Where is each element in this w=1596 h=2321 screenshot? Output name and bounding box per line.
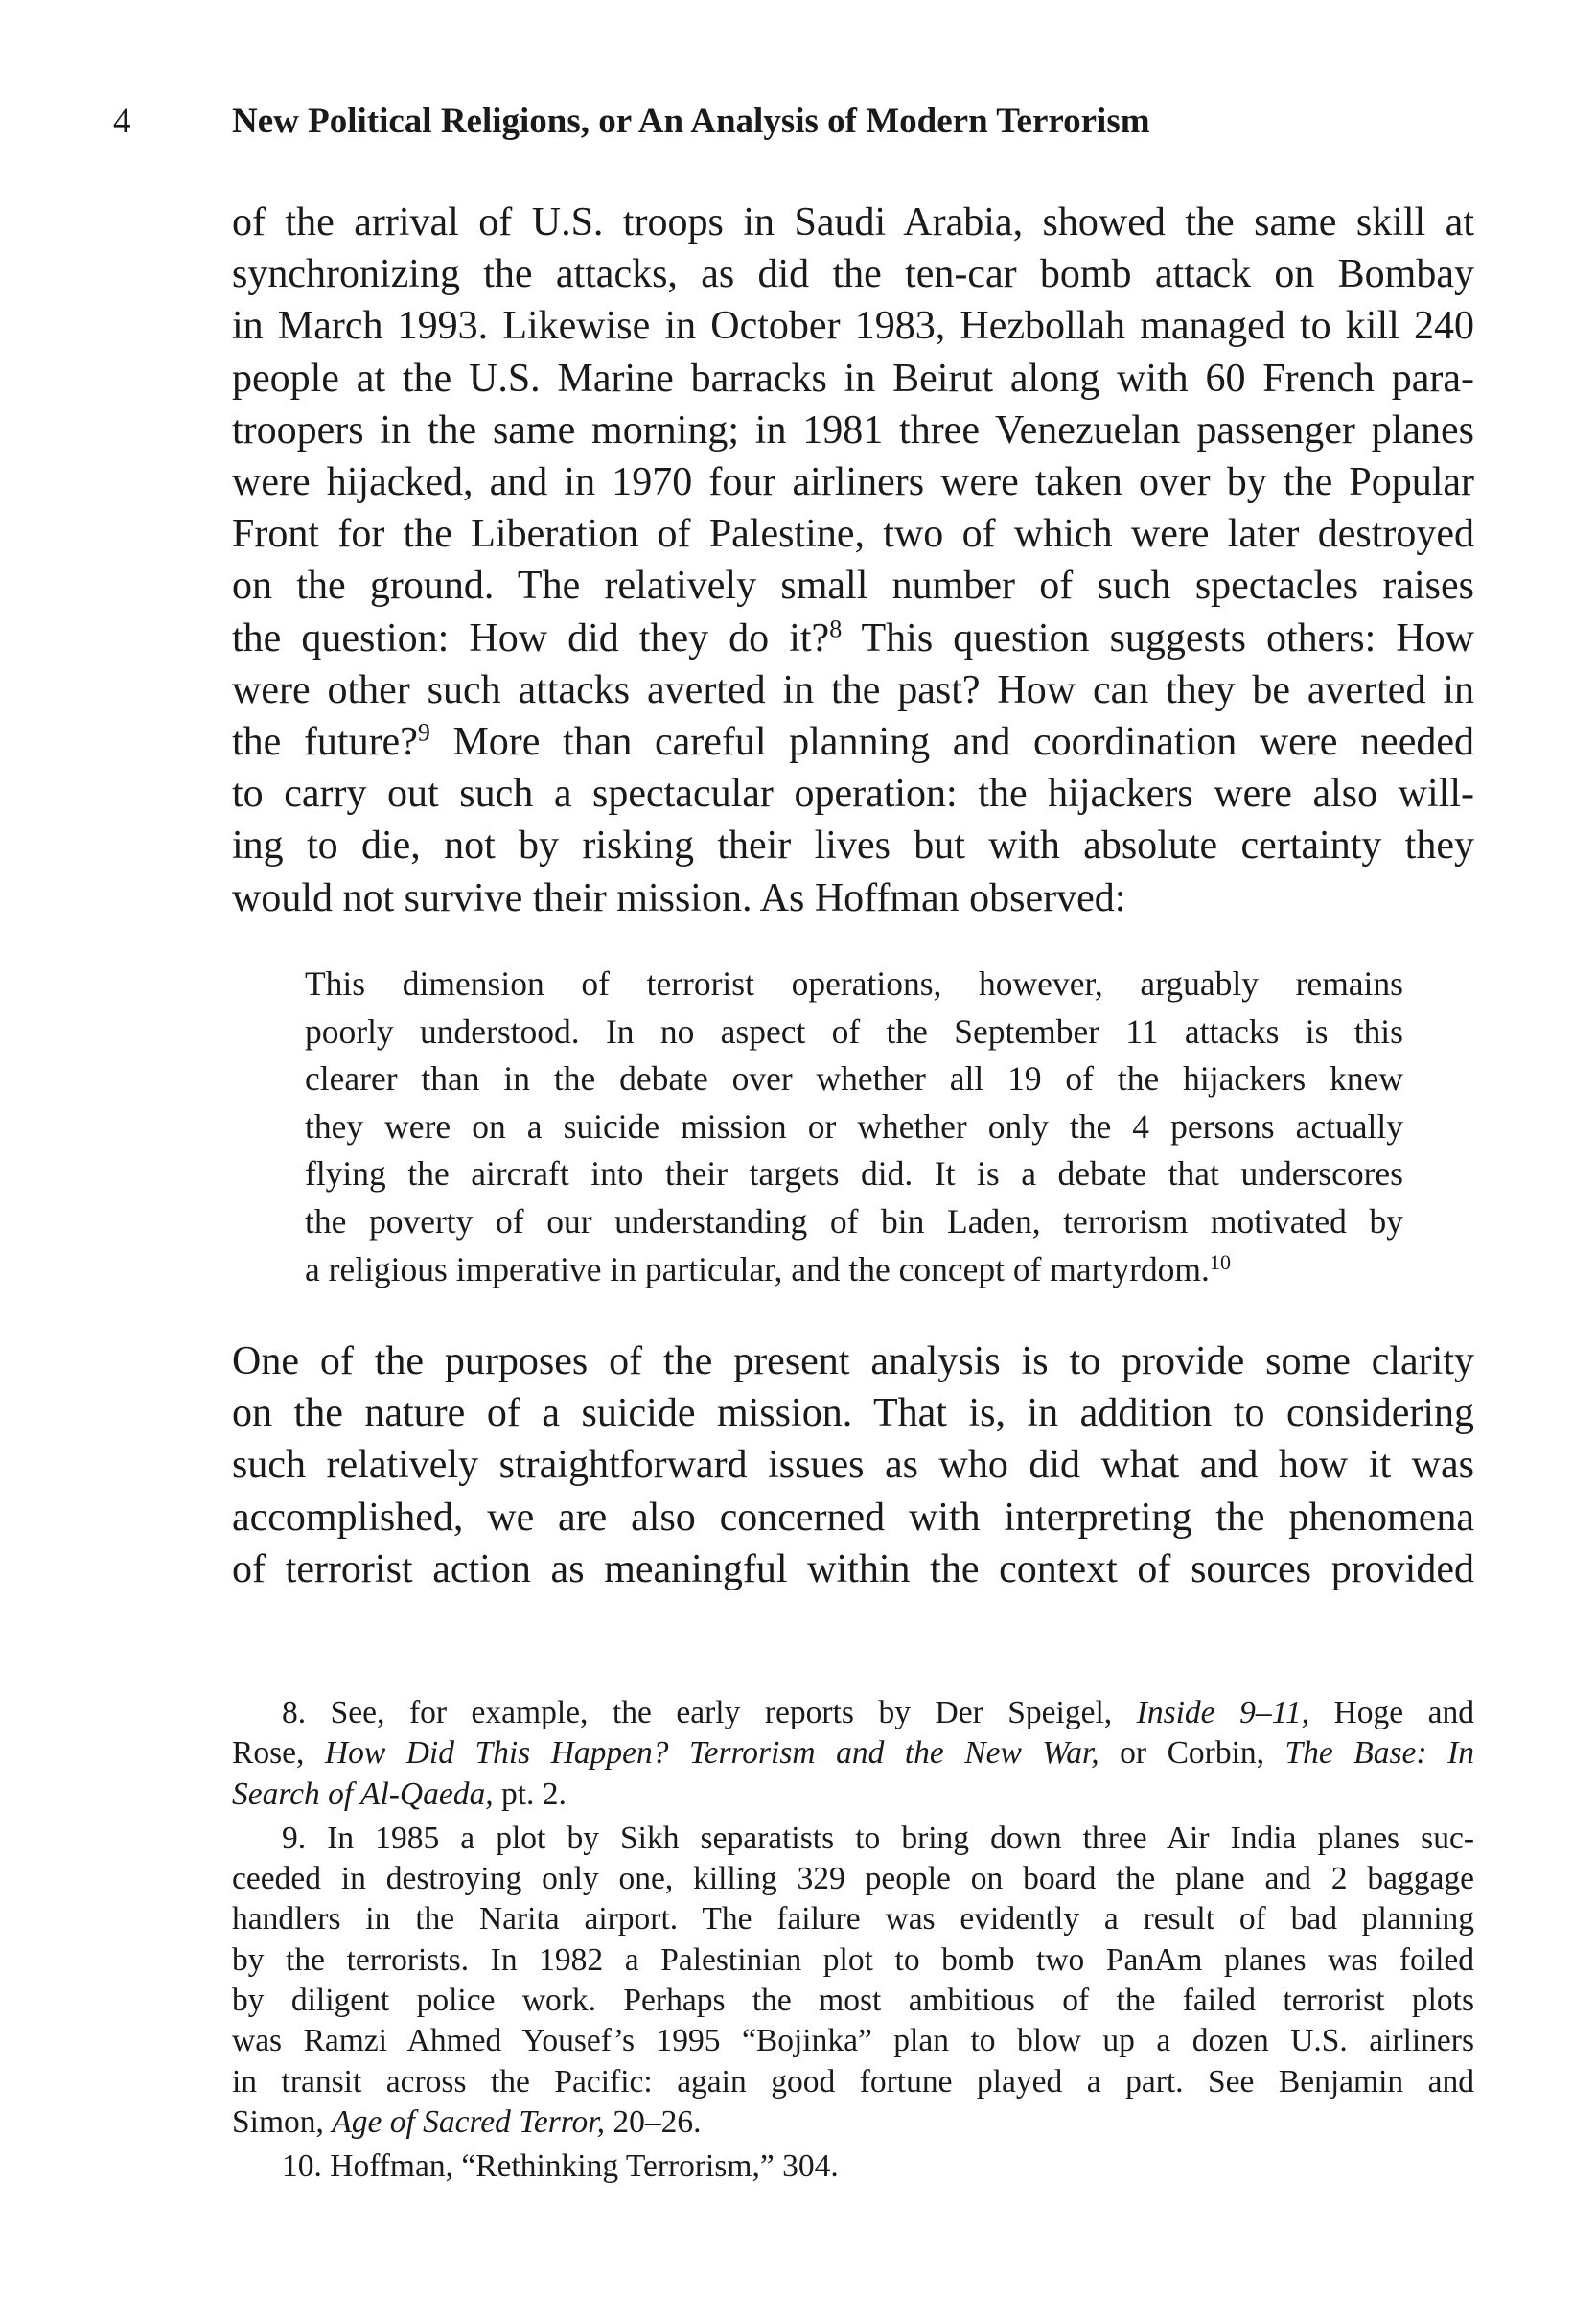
text-segment: Rose, <box>232 1735 325 1772</box>
footnote-ref-8[interactable]: 8 <box>829 615 843 643</box>
page-number: 4 <box>113 102 131 141</box>
text-line: were hijacked, and in 1970 four airliners were taken over by the Popular <box>232 460 1474 505</box>
footnote-line: by diligent police work. Perhaps the most ambitious of the failed terrorist plots <box>232 1983 1474 2019</box>
footnote-9 <box>232 1819 1474 2143</box>
text-segment: Simon, <box>232 2103 333 2140</box>
footnote-line: 9. In 1985 a plot by Sikh separatists to bring down three Air India planes suc- <box>282 1820 1474 1856</box>
text-segment: the future? <box>232 720 418 765</box>
body-paragraph-2 <box>232 1335 1474 1595</box>
footnote-line: ceeded in destroying only one, killing 329 people on board the plane and 2 baggage <box>232 1861 1474 1897</box>
footnote-line <box>232 1693 1474 1733</box>
text-segment: the question: How did they do it? <box>232 615 830 661</box>
quote-line: the poverty of our understanding of bin Laden, terrorism motivated by <box>305 1201 1403 1241</box>
footnotes-section <box>232 1693 1474 2192</box>
text-line: accomplished, we are also concerned with interpreting the phenomena <box>232 1495 1474 1540</box>
text-segment: This question suggests others: How <box>842 615 1474 661</box>
body-paragraph-1 <box>232 197 1474 924</box>
text-segment: Hoge and <box>1308 1695 1474 1730</box>
text-line: of the arrival of U.S. troops in Saudi Arabia, showed the same skill at <box>232 200 1474 244</box>
text-line: were other such attacks averted in the past? How can they be averted in <box>232 667 1474 712</box>
text-line: on the nature of a suicide mission. That is, in addition to considering <box>232 1391 1474 1436</box>
text-line: on the ground. The relatively small number of such spectacles raises <box>232 564 1474 609</box>
text-segment: More than careful planning and coordination were needed <box>429 720 1474 765</box>
text-line <box>232 613 1474 664</box>
text-line: synchronizing the attacks, as did the ten-car bomb attack on Bombay <box>232 252 1474 297</box>
block-quote <box>305 961 1403 1293</box>
citation-title: The Base: In <box>1284 1735 1474 1772</box>
footnote-line: handlers in the Narita airport. The failure was evidently a result of bad planning <box>232 1901 1474 1938</box>
running-head-title: New Political Religions, or An Analysis of Modern Terrorism <box>232 102 1150 141</box>
quote-line: they were on a suicide mission or whether only the 4 persons actually <box>305 1106 1403 1146</box>
text-line: would not survive their mission. As Hoffman observed: <box>232 875 1126 920</box>
footnote-line: 10. Hoffman, “Rethinking Terrorism,” 304. <box>282 2148 839 2185</box>
quote-line: flying the aircraft into their targets did. It is a debate that underscores <box>305 1154 1403 1194</box>
text-line: ing to die, not by risking their lives but with absolute certainty they <box>232 824 1474 869</box>
footnote-line <box>232 2102 1474 2143</box>
citation-title: How Did This Happen? Terrorism and the New War, <box>324 1735 1099 1772</box>
quote-line: This dimension of terrorist operations, however, arguably remains <box>305 964 1403 1003</box>
footnote-line: in transit across the Pacific: again good fortune played a part. See Benjamin and <box>232 2063 1474 2100</box>
footnote-line: was Ramzi Ahmed Yousef’s 1995 “Bojinka” plan to blow up a dozen U.S. airliners <box>232 2023 1474 2059</box>
text-line: Front for the Liberation of Palestine, two of which were later destroyed <box>232 512 1474 557</box>
text-line: of terrorist action as meaningful within the context of sources provided <box>232 1546 1474 1591</box>
quote-line <box>305 1246 1403 1294</box>
citation-title: Inside 9–11, <box>1136 1695 1309 1730</box>
text-segment: pt. 2. <box>493 1776 567 1812</box>
text-segment: 8. See, for example, the early reports by Der Speigel, <box>282 1695 1137 1730</box>
text-line: in March 1993. Likewise in October 1983, Hezbollah managed to kill 240 <box>232 304 1474 349</box>
text-segment: a religious imperative in particular, and the concept of martyrdom. <box>305 1249 1210 1288</box>
footnote-ref-10[interactable]: 10 <box>1209 1249 1231 1274</box>
footnote-ref-9[interactable]: 9 <box>417 718 430 747</box>
text-line: troopers in the same morning; in 1981 three Venezuelan passenger planes <box>232 407 1474 453</box>
footnote-line <box>232 1733 1474 1774</box>
text-segment: 20–26. <box>605 2103 702 2140</box>
text-line: such relatively straightforward issues as who did what and how it was <box>232 1443 1474 1488</box>
quote-line: poorly understood. In no aspect of the September 11 attacks is this <box>305 1011 1403 1051</box>
footnote-8 <box>232 1693 1474 1815</box>
text-line: to carry out such a spectacular operation: the hijackers were also will- <box>232 772 1474 817</box>
footnote-line <box>232 1775 1474 1815</box>
text-line: people at the U.S. Marine barracks in Beirut along with 60 French para- <box>232 356 1474 401</box>
footnote-10 <box>232 2147 1474 2187</box>
text-line: One of the purposes of the present analysis is to provide some clarity <box>232 1339 1474 1383</box>
text-line <box>232 716 1474 768</box>
citation-title: Age of Sacred Terror, <box>332 2103 605 2140</box>
text-segment: or Corbin, <box>1099 1735 1285 1772</box>
citation-title: Search of Al-Qaeda, <box>232 1776 494 1812</box>
footnote-line: by the terrorists. In 1982 a Palestinian plot to bomb two PanAm planes was foiled <box>232 1941 1474 1978</box>
quote-line: clearer than in the debate over whether all 19 of the hijackers knew <box>305 1059 1403 1099</box>
